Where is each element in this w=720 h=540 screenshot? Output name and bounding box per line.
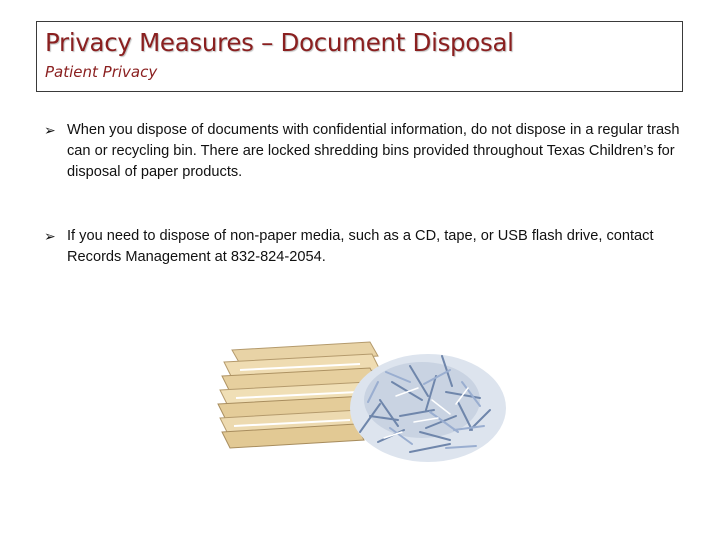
shredded-paper-icon: [350, 354, 506, 462]
arrow-bullet-icon: ➢: [44, 228, 56, 244]
page-title: Privacy Measures – Document Disposal: [45, 28, 514, 57]
page-subtitle: Patient Privacy: [45, 63, 158, 81]
bullet-item-non-paper-media: [44, 226, 684, 268]
arrow-bullet-icon: ➢: [44, 122, 56, 138]
bullet-text: When you dispose of documents with confidential information, do not dispose in a regular trash can or recycling bin. There are locked shredding bins provided throughout Texas Children’s for disposal of paper products.: [67, 122, 680, 180]
paper-folders-and-shredded-paper-icon: [210, 312, 510, 470]
bullet-item-dispose-documents: [44, 120, 684, 183]
title-box: [36, 21, 683, 92]
bullet-text: If you need to dispose of non-paper media, such as a CD, tape, or USB flash drive, contact Records Management at 832-824-2054.: [67, 228, 654, 265]
bullet-list: [44, 120, 684, 268]
